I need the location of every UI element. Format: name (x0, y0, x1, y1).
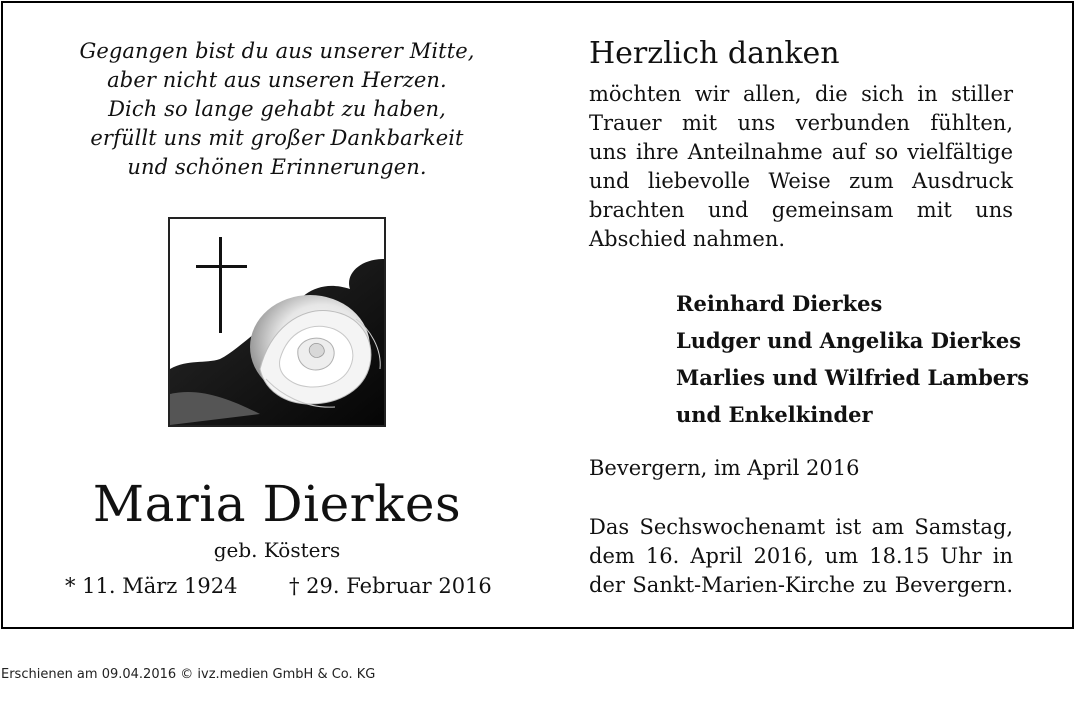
cross-and-rose-icon (168, 217, 386, 427)
service-notice (589, 513, 1013, 600)
thanks-heading: Herzlich danken (589, 36, 840, 71)
thanks-line: und liebevolle Weise zum Ausdruck (589, 169, 1013, 193)
poem-line: Dich so lange gehabt zu haben, (108, 97, 446, 121)
thanks-line: brachten und gemeinsam mit uns (589, 198, 1013, 222)
thanks-line: Trauer mit uns verbunden fühlten, (589, 111, 1013, 135)
publication-footer: Erschienen am 09.04.2016 © ivz.medien GmbH & Co. KG (1, 667, 376, 682)
birth-name: geb. Kösters (213, 538, 341, 562)
family-signatures (676, 285, 1029, 433)
thanks-text (589, 80, 1013, 254)
thanks-line: möchten wir allen, die sich in stiller (589, 82, 1013, 106)
thanks-line: Abschied nahmen. (589, 227, 786, 251)
poem-line: erfüllt uns mit großer Dankbarkeit (90, 126, 464, 150)
left-column (3, 3, 551, 627)
service-line: dem 16. April 2016, um 18.15 Uhr in (589, 544, 1013, 568)
place-date: Bevergern, im April 2016 (589, 456, 860, 480)
death-date: † 29. Februar 2016 (289, 574, 492, 598)
family-member: und Enkelkinder (676, 402, 873, 427)
deceased-name: Maria Dierkes (92, 475, 462, 533)
poem-line: Gegangen bist du aus unserer Mitte, (79, 39, 475, 63)
service-line: Das Sechswochenamt ist am Samstag, (589, 515, 1013, 539)
service-line: der Sankt-Marien-Kirche zu Bevergern. (589, 573, 1013, 597)
family-member: Reinhard Dierkes (676, 291, 883, 316)
poem (3, 37, 551, 182)
right-column (589, 3, 1030, 627)
thanks-line: uns ihre Anteilnahme auf so vielfältige (589, 140, 1013, 164)
poem-line: aber nicht aus unseren Herzen. (107, 68, 447, 92)
family-member: Marlies und Wilfried Lambers (676, 365, 1030, 390)
poem-line: und schönen Erinnerungen. (127, 155, 427, 179)
family-member: Ludger und Angelika Dierkes (676, 328, 1022, 353)
birth-date: * 11. März 1924 (65, 574, 238, 598)
obituary-frame (1, 1, 1074, 629)
